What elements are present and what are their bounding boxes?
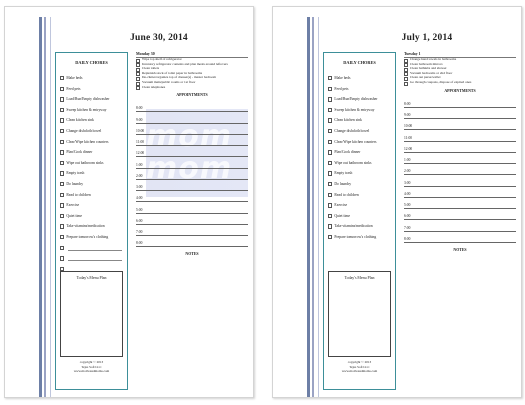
- task-label: Wipe top shelf of refrigerator: [142, 57, 182, 61]
- chore-label: Take vitamins/medication: [334, 224, 373, 229]
- appointment-slot[interactable]: [136, 124, 248, 135]
- time-label: 4:00: [404, 191, 411, 196]
- chore-label: Prepare tomorrow's clothing: [66, 234, 109, 239]
- chore-item[interactable]: [328, 232, 393, 243]
- appointment-slot[interactable]: [404, 97, 516, 108]
- chore-item[interactable]: [328, 115, 393, 126]
- chore-item[interactable]: [60, 200, 125, 211]
- blank-chore-item[interactable]: [60, 253, 125, 264]
- daily-chores-panel: [55, 52, 128, 390]
- chore-item[interactable]: [328, 137, 393, 148]
- chore-item[interactable]: [60, 232, 125, 243]
- time-label: 3:00: [136, 185, 143, 190]
- binding-stripe: [318, 17, 319, 397]
- chore-item[interactable]: [328, 84, 393, 95]
- task-label: Clean toilets: [142, 66, 160, 71]
- chore-label: Take vitamins/medication: [66, 224, 105, 229]
- chore-item[interactable]: [60, 73, 125, 84]
- appointments-title: APPOINTMENTS: [444, 88, 476, 93]
- chore-label: Exercise: [66, 203, 80, 208]
- blank-write-line[interactable]: [68, 255, 122, 261]
- task-label: Vacuum main/public rooms or 1st floor: [142, 79, 196, 84]
- appointment-slot[interactable]: [136, 180, 248, 191]
- appointment-slot[interactable]: [404, 232, 516, 243]
- appointment-slot[interactable]: [404, 209, 516, 220]
- blank-write-line[interactable]: [68, 245, 122, 251]
- chore-label: Do laundry: [334, 181, 352, 186]
- chore-label: Quiet time: [66, 213, 83, 218]
- chore-item[interactable]: [328, 105, 393, 116]
- checkbox-icon[interactable]: [404, 72, 408, 76]
- time-label: 8:00: [136, 106, 143, 111]
- daily-chores-title: DAILY CHORES: [343, 60, 376, 65]
- checkbox-icon[interactable]: [328, 76, 332, 80]
- chore-item[interactable]: [328, 94, 393, 105]
- checkbox-icon[interactable]: [404, 68, 408, 72]
- chore-label: Change dishcloth/towel: [66, 128, 102, 133]
- task-label: Change hand towels in bathrooms: [410, 57, 457, 61]
- checkbox-icon[interactable]: [136, 59, 140, 63]
- chore-item[interactable]: [328, 168, 393, 179]
- appointment-slot[interactable]: [404, 108, 516, 119]
- chore-item[interactable]: [60, 211, 125, 222]
- checkbox-icon[interactable]: [328, 118, 332, 122]
- checkbox-icon[interactable]: [328, 87, 332, 91]
- task-label: Clean out purse/wallet: [410, 75, 441, 80]
- chore-item[interactable]: [60, 137, 125, 148]
- watermark-text: mom: [146, 151, 233, 187]
- watermark-text: mom: [146, 119, 233, 155]
- binding-stripe: [44, 17, 46, 397]
- appointment-slot[interactable]: [404, 142, 516, 153]
- chore-item[interactable]: [60, 190, 125, 201]
- binding-stripe: [312, 17, 314, 397]
- appointment-slot[interactable]: [136, 236, 248, 247]
- notes-title: NOTES: [185, 252, 199, 257]
- chore-item[interactable]: [328, 126, 393, 137]
- time-label: 4:00: [136, 196, 143, 201]
- checkbox-icon[interactable]: [60, 108, 64, 112]
- appointment-slot[interactable]: [404, 130, 516, 141]
- checkbox-icon[interactable]: [60, 235, 64, 239]
- chore-label: Clean kitchen sink: [334, 118, 362, 123]
- menu-plan-box[interactable]: [60, 271, 123, 357]
- checkbox-icon[interactable]: [60, 76, 64, 80]
- time-label: 12:00: [404, 146, 413, 151]
- binding-stripe: [50, 17, 51, 397]
- time-label: 7:00: [136, 230, 143, 235]
- checkbox-icon[interactable]: [328, 150, 332, 154]
- chore-item[interactable]: [328, 211, 393, 222]
- page-date: June 30, 2014: [130, 33, 188, 43]
- chore-label: Clear/Wipe kitchen counters: [66, 139, 109, 144]
- notes-title: NOTES: [453, 247, 467, 252]
- appointment-slot[interactable]: [404, 220, 516, 231]
- day-main-column: [404, 52, 516, 252]
- time-label: 2:00: [136, 173, 143, 178]
- checkbox-icon[interactable]: [328, 203, 332, 207]
- checkbox-icon[interactable]: [60, 193, 64, 197]
- appointments-title: APPOINTMENTS: [176, 93, 208, 98]
- page-date: July 1, 2014: [401, 33, 453, 43]
- chore-list: [60, 73, 125, 274]
- chore-label: Read to children: [334, 192, 359, 197]
- blank-chore-item[interactable]: [60, 243, 125, 254]
- checkbox-icon[interactable]: [60, 203, 64, 207]
- chore-list: [328, 73, 393, 243]
- time-label: 3:00: [404, 180, 411, 185]
- checkbox-icon[interactable]: [60, 214, 64, 218]
- chore-label: Load/Run/Empty dishwasher: [66, 97, 110, 102]
- chore-label: Sweep kitchen & entryway: [66, 107, 107, 112]
- chore-label: Clear/Wipe kitchen counters: [334, 139, 377, 144]
- checkbox-icon[interactable]: [60, 97, 64, 101]
- time-label: 1:00: [136, 162, 143, 167]
- appointment-slot[interactable]: [404, 187, 516, 198]
- checkbox-icon[interactable]: [328, 171, 332, 175]
- checkbox-icon[interactable]: [328, 193, 332, 197]
- time-label: 8:00: [136, 241, 143, 246]
- menu-plan-box[interactable]: [328, 271, 391, 357]
- checkbox-icon[interactable]: [60, 87, 64, 91]
- time-label: 5:00: [404, 203, 411, 208]
- chore-item[interactable]: [60, 221, 125, 232]
- appointment-slot[interactable]: [136, 112, 248, 123]
- appointment-slot[interactable]: [404, 175, 516, 186]
- checkbox-icon[interactable]: [136, 82, 140, 86]
- appointment-slot[interactable]: [136, 135, 248, 146]
- checkbox-icon[interactable]: [60, 150, 64, 154]
- checkbox-icon[interactable]: [136, 86, 140, 90]
- task-label: Clean bathroom mirrors: [410, 61, 443, 66]
- chore-label: Feed pets: [334, 86, 349, 91]
- chore-label: Empty trash: [334, 171, 353, 176]
- chore-label: Change dishcloth/towel: [334, 128, 370, 133]
- checkbox-icon[interactable]: [60, 161, 64, 165]
- checkbox-icon[interactable]: [60, 224, 64, 228]
- appointments-grid: [404, 97, 516, 243]
- company-line: Tejas Soft LLC: [349, 364, 370, 369]
- checkbox-icon[interactable]: [328, 140, 332, 144]
- chore-item[interactable]: [328, 147, 393, 158]
- time-label: 2:00: [404, 169, 411, 174]
- website-line: www.motivatedmoms.com: [341, 369, 378, 374]
- planner-page-left: [4, 6, 254, 398]
- time-label: 5:00: [136, 207, 143, 212]
- chore-label: Make beds: [334, 76, 351, 80]
- day-label: Monday 30: [136, 52, 248, 58]
- website-line: www.motivatedmoms.com: [73, 369, 110, 374]
- chore-label: Plan/Cook dinner: [66, 150, 93, 155]
- appointment-slot[interactable]: [404, 153, 516, 164]
- time-label: 7:00: [404, 225, 411, 230]
- binding-stripe: [39, 17, 42, 397]
- task-label: Clean bathtubs and shower: [410, 66, 447, 71]
- chore-label: Sweep kitchen & entryway: [334, 107, 375, 112]
- time-label: 12:00: [136, 151, 145, 156]
- copyright-line: copyright © 2013: [347, 360, 372, 364]
- checkbox-icon[interactable]: [60, 246, 64, 250]
- time-label: 6:00: [404, 214, 411, 219]
- copyright-line: copyright © 2013: [79, 360, 104, 364]
- copyright-block: [56, 360, 127, 374]
- appointment-slot[interactable]: [404, 198, 516, 209]
- appointment-slot[interactable]: [136, 214, 248, 225]
- time-label: 8:00: [404, 236, 411, 241]
- binding-stripe: [307, 17, 310, 397]
- task-label: Inventory refrigerator contents and plan meals around leftovers: [142, 61, 228, 66]
- task-label: Replenish stock of toilet paper in bathrooms: [142, 70, 203, 75]
- task-label: Vacuum bedrooms or 2nd floor: [410, 70, 453, 75]
- chore-label: Do laundry: [66, 181, 84, 186]
- time-label: 11:00: [136, 140, 145, 145]
- appointment-slot[interactable]: [136, 101, 248, 112]
- appointment-slot[interactable]: [404, 164, 516, 175]
- time-label: 6:00: [136, 218, 143, 223]
- chore-item[interactable]: [60, 84, 125, 95]
- checkbox-icon[interactable]: [136, 68, 140, 72]
- task-label: Go through coupons, dispose of expired ones: [410, 79, 472, 84]
- checkbox-icon[interactable]: [328, 161, 332, 165]
- chore-item[interactable]: [60, 115, 125, 126]
- appointment-slot[interactable]: [136, 146, 248, 157]
- checkbox-icon[interactable]: [404, 77, 408, 81]
- planner-page-right: [272, 6, 522, 398]
- checkbox-icon[interactable]: [404, 82, 408, 86]
- time-label: 1:00: [404, 158, 411, 163]
- copyright-block: [324, 360, 395, 374]
- appointments-grid: [136, 101, 248, 247]
- chore-label: Clean kitchen sink: [66, 118, 94, 123]
- chore-label: Wipe out bathroom sinks: [334, 160, 372, 165]
- chore-item[interactable]: [328, 73, 393, 84]
- chore-item[interactable]: [60, 179, 125, 190]
- checkbox-icon[interactable]: [136, 77, 140, 81]
- checkbox-icon[interactable]: [404, 59, 408, 63]
- checkbox-icon[interactable]: [328, 97, 332, 101]
- appointment-slot[interactable]: [404, 119, 516, 130]
- chore-label: Prepare tomorrow's clothing: [334, 234, 377, 239]
- chore-label: Empty trash: [66, 171, 85, 176]
- chore-label: Make beds: [66, 76, 83, 80]
- chore-item[interactable]: [328, 158, 393, 169]
- checkbox-icon[interactable]: [60, 118, 64, 122]
- appointment-slot[interactable]: [136, 191, 248, 202]
- chore-label: Feed pets: [66, 86, 81, 91]
- checkbox-icon[interactable]: [60, 256, 64, 260]
- chore-item[interactable]: [60, 147, 125, 158]
- time-label: 9:00: [404, 113, 411, 118]
- checkbox-icon[interactable]: [136, 63, 140, 67]
- day-label: Tuesday 1: [404, 52, 516, 58]
- chore-item[interactable]: [60, 168, 125, 179]
- menu-plan-title: Today's Menu Plan: [76, 276, 107, 280]
- time-label: 11:00: [404, 135, 413, 140]
- appointment-slot[interactable]: [136, 225, 248, 236]
- task-list: [404, 58, 516, 86]
- task-item[interactable]: [136, 86, 248, 91]
- appointment-slot[interactable]: [136, 169, 248, 180]
- chore-label: Read to children: [66, 192, 91, 197]
- appointment-slot[interactable]: [136, 202, 248, 213]
- checkbox-icon[interactable]: [328, 235, 332, 239]
- checkbox-icon[interactable]: [60, 182, 64, 186]
- checkbox-icon[interactable]: [404, 63, 408, 67]
- time-label: 10:00: [136, 128, 145, 133]
- chore-label: Exercise: [334, 203, 348, 208]
- chore-item[interactable]: [60, 158, 125, 169]
- task-item[interactable]: [404, 81, 516, 86]
- chore-item[interactable]: [60, 105, 125, 116]
- time-label: 10:00: [404, 124, 413, 129]
- chore-label: Wipe out bathroom sinks: [66, 160, 104, 165]
- chore-label: Plan/Cook dinner: [334, 150, 361, 155]
- chore-label: Load/Run/Empty dishwasher: [334, 97, 378, 102]
- checkbox-icon[interactable]: [60, 171, 64, 175]
- day-main-column: [136, 52, 248, 256]
- chore-item[interactable]: [328, 179, 393, 190]
- checkbox-icon[interactable]: [60, 129, 64, 133]
- company-line: Tejas Soft LLC: [81, 364, 102, 369]
- task-label: Clean telephones: [142, 84, 166, 89]
- chore-label: Quiet time: [334, 213, 351, 218]
- task-label: De-clutter/organize top of dresser(s) - master bedroom: [142, 75, 216, 80]
- checkbox-icon[interactable]: [328, 129, 332, 133]
- chore-item[interactable]: [328, 190, 393, 201]
- time-label: 9:00: [136, 117, 143, 122]
- checkbox-icon[interactable]: [328, 108, 332, 112]
- checkbox-icon[interactable]: [328, 214, 332, 218]
- chore-item[interactable]: [328, 200, 393, 211]
- checkbox-icon[interactable]: [328, 182, 332, 186]
- task-list: [136, 58, 248, 90]
- checkbox-icon[interactable]: [328, 224, 332, 228]
- chore-item[interactable]: [60, 126, 125, 137]
- chore-item[interactable]: [328, 221, 393, 232]
- checkbox-icon[interactable]: [60, 140, 64, 144]
- checkbox-icon[interactable]: [136, 72, 140, 76]
- appointment-slot[interactable]: [136, 157, 248, 168]
- daily-chores-title: DAILY CHORES: [75, 60, 108, 65]
- menu-plan-title: Today's Menu Plan: [344, 276, 375, 280]
- daily-chores-panel: [323, 52, 396, 390]
- time-label: 8:00: [404, 101, 411, 106]
- chore-item[interactable]: [60, 94, 125, 105]
